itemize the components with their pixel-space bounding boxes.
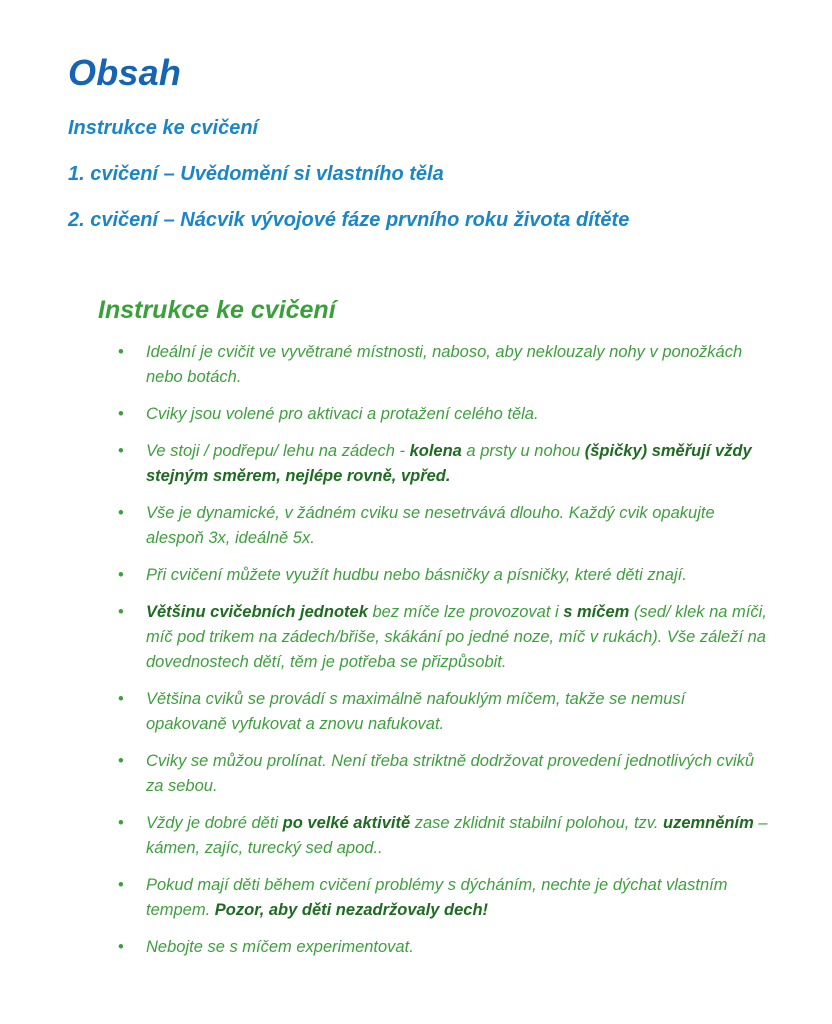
text: zase zklidnit stabilní polohou, tzv. [410,814,663,832]
instruction-item [118,600,768,675]
bold-text: s míčem [563,603,630,621]
bullet-icon: • [118,752,124,770]
bullet-icon: • [118,690,124,708]
toc-item[interactable]: 2. cvičení – Nácvik vývojové fáze prvního roku života dítěte [68,209,630,231]
bullet-icon: • [118,504,124,522]
bullet-icon: • [118,876,124,894]
text: Ve stoji / podřepu/ lehu na zádech - [146,442,410,460]
instruction-item [118,439,768,489]
instruction-item [118,402,768,427]
bold-text: (špičky) směřují vždy stejným směrem, nejlépe rovně, vpřed. [146,442,752,485]
bullet-icon: • [118,343,124,361]
text: bez míče lze provozovat i [367,603,564,621]
instruction-item [118,340,768,390]
toc-title: Obsah [68,52,182,93]
instruction-item [118,563,768,588]
text: Při cvičení můžete využít hudbu nebo básničky a písničky, které děti znají. [146,566,687,584]
text: – kámen, zajíc, turecký sed apod.. [146,814,768,857]
toc-list [68,112,629,250]
text: (sed/ klek na míči, míč pod trikem na zádech/břiše, skákání po jedné noze, míč v rukách). Vše záleží na dovednostech dětí, těm je potřeba se přizpůsobit. [146,603,767,671]
text: Cviky se můžou prolínat. Není třeba striktně dodržovat provedení jednotlivých cviků za sebou. [146,752,755,795]
section-title: Instrukce ke cvičení [98,296,336,324]
text: Většina cviků se provádí s maximálně nafouklým míčem, takže se nemusí opakovaně vyfukovat a znovu nafukovat. [146,690,686,733]
instruction-item [118,811,768,861]
text: a prsty u nohou [461,442,585,460]
instruction-item [118,749,768,799]
instruction-item [118,501,768,551]
instruction-item [118,687,768,737]
bold-text: kolena [409,442,462,460]
instruction-list [118,340,768,972]
text: Nebojte se s míčem experimentovat. [146,938,414,956]
bullet-icon: • [118,405,124,423]
bold-text: uzemněním [662,814,754,832]
bullet-icon: • [118,442,124,460]
text: Vše je dynamické, v žádném cviku se nesetrvává dlouho. Každý cvik opakujte alespoň 3x, ideálně 5x. [146,504,715,547]
text: Vždy je dobré děti [146,814,283,832]
bullet-icon: • [118,566,124,584]
instruction-item [118,873,768,923]
text: Cviky jsou volené pro aktivaci a protažení celého těla. [146,405,539,423]
text: Pokud mají děti během cvičení problémy s dýcháním, nechte je dýchat vlastním tempem. [146,876,728,919]
bullet-icon: • [118,938,124,956]
text: Ideální je cvičit ve vyvětrané místnosti, naboso, aby neklouzaly nohy v ponožkách nebo botách. [146,343,743,386]
toc-item[interactable]: Instrukce ke cvičení [68,117,259,139]
bullet-icon: • [118,603,124,621]
bullet-icon: • [118,814,124,832]
bold-text: Pozor, aby děti nezadržovaly dech! [214,901,489,919]
toc-item[interactable]: 1. cvičení – Uvědomění si vlastního těla [68,163,444,185]
bold-text: po velké aktivitě [282,814,411,832]
bold-text: Většinu cvičebních jednotek [146,603,368,621]
instruction-item [118,935,768,960]
